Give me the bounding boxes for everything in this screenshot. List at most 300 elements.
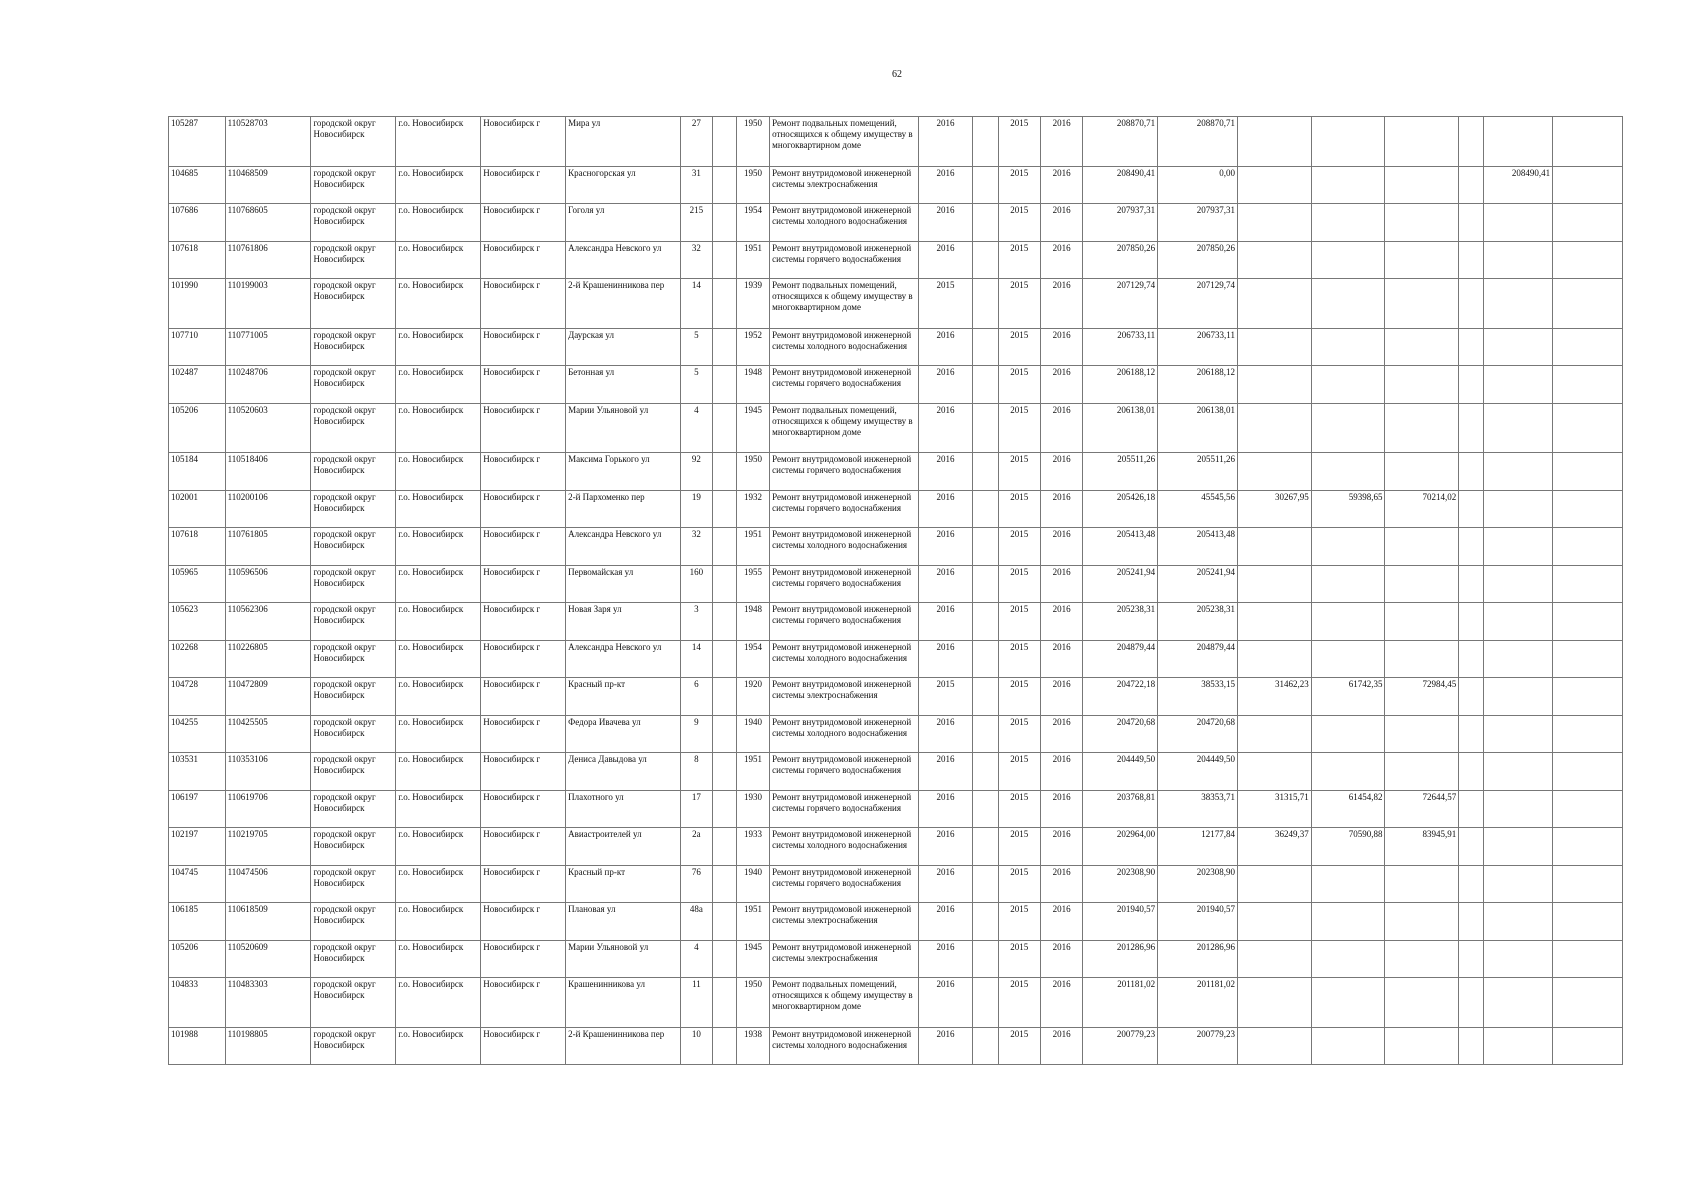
cell-other (1484, 978, 1553, 1028)
cell-empty (1553, 117, 1623, 167)
cell-go: г.о. Новосибирск (396, 753, 481, 791)
cell-go: г.о. Новосибирск (396, 865, 481, 903)
cell-share-2 (1311, 640, 1385, 678)
cell-end: 2016 (1040, 204, 1082, 242)
cell-fund: 205238,31 (1158, 603, 1238, 641)
cell-fund: 12177,84 (1158, 828, 1238, 866)
cell-year: 1952 (736, 328, 769, 366)
cell-share-1 (1237, 865, 1311, 903)
cell-year: 1920 (736, 678, 769, 716)
cell-go: г.о. Новосибирск (396, 828, 481, 866)
cell-start: 2015 (998, 940, 1040, 978)
cell-code: 110226805 (225, 640, 311, 678)
cell-empty (1553, 241, 1623, 279)
cell-okrug: городской округ Новосибирск (311, 279, 396, 329)
cell-work: Ремонт внутридомовой инженерной системы горячего водоснабжения (770, 366, 919, 404)
cell-empty (712, 241, 736, 279)
cell-code: 110771005 (225, 328, 311, 366)
cell-plan-year: 2015 (918, 678, 973, 716)
cell-total: 201940,57 (1083, 903, 1158, 941)
cell-empty (1459, 490, 1484, 528)
cell-total: 205241,94 (1083, 565, 1158, 603)
cell-share-3 (1385, 603, 1459, 641)
cell-other (1484, 940, 1553, 978)
cell-empty (1459, 565, 1484, 603)
cell-work: Ремонт внутридомовой инженерной системы холодного водоснабжения (770, 1027, 919, 1065)
cell-street: Дениса Давыдова ул (566, 753, 681, 791)
cell-total: 202964,00 (1083, 828, 1158, 866)
cell-plan-year: 2016 (918, 117, 973, 167)
cell-house: 32 (681, 528, 712, 566)
cell-street: Александра Невского ул (566, 640, 681, 678)
cell-house: 17 (681, 790, 712, 828)
cell-okrug: городской округ Новосибирск (311, 640, 396, 678)
cell-id: 104745 (169, 865, 226, 903)
cell-okrug: городской округ Новосибирск (311, 903, 396, 941)
cell-okrug: городской округ Новосибирск (311, 453, 396, 491)
cell-share-3 (1385, 753, 1459, 791)
cell-okrug: городской округ Новосибирск (311, 828, 396, 866)
cell-fund: 206188,12 (1158, 366, 1238, 404)
cell-street: Красный пр-кт (566, 678, 681, 716)
cell-house: 4 (681, 403, 712, 453)
cell-street: 2-й Пархоменко пер (566, 490, 681, 528)
cell-share-3: 83945,91 (1385, 828, 1459, 866)
cell-empty (1553, 366, 1623, 404)
cell-street: Бетонная ул (566, 366, 681, 404)
cell-share-2 (1311, 940, 1385, 978)
cell-city: Новосибирск г (481, 328, 566, 366)
cell-share-2: 59398,65 (1311, 490, 1385, 528)
cell-share-3: 70214,02 (1385, 490, 1459, 528)
cell-street: 2-й Крашенинникова пер (566, 1027, 681, 1065)
table-row (169, 528, 1623, 566)
cell-work: Ремонт внутридомовой инженерной системы горячего водоснабжения (770, 241, 919, 279)
cell-street: Марии Ульяновой ул (566, 940, 681, 978)
cell-empty (1553, 903, 1623, 941)
cell-other (1484, 753, 1553, 791)
table-row (169, 940, 1623, 978)
cell-go: г.о. Новосибирск (396, 715, 481, 753)
cell-empty (973, 453, 998, 491)
cell-fund: 206138,01 (1158, 403, 1238, 453)
cell-okrug: городской округ Новосибирск (311, 528, 396, 566)
cell-plan-year: 2016 (918, 453, 973, 491)
cell-empty (1459, 903, 1484, 941)
cell-share-3: 72644,57 (1385, 790, 1459, 828)
cell-year: 1940 (736, 715, 769, 753)
cell-share-1: 31315,71 (1237, 790, 1311, 828)
cell-share-1 (1237, 715, 1311, 753)
cell-city: Новосибирск г (481, 640, 566, 678)
cell-code: 110562306 (225, 603, 311, 641)
cell-share-1 (1237, 565, 1311, 603)
cell-work: Ремонт внутридомовой инженерной системы холодного водоснабжения (770, 328, 919, 366)
cell-share-3 (1385, 940, 1459, 978)
cell-empty (973, 490, 998, 528)
cell-id: 102001 (169, 490, 226, 528)
cell-end: 2016 (1040, 640, 1082, 678)
cell-year: 1948 (736, 366, 769, 404)
cell-year: 1954 (736, 204, 769, 242)
cell-work: Ремонт подвальных помещений, относящихся к общему имуществу в многоквартирном доме (770, 117, 919, 167)
cell-end: 2016 (1040, 865, 1082, 903)
cell-total: 202308,90 (1083, 865, 1158, 903)
cell-share-2 (1311, 753, 1385, 791)
cell-city: Новосибирск г (481, 241, 566, 279)
cell-share-2 (1311, 1027, 1385, 1065)
cell-id: 101988 (169, 1027, 226, 1065)
cell-end: 2016 (1040, 241, 1082, 279)
cell-id: 107710 (169, 328, 226, 366)
cell-total: 208870,71 (1083, 117, 1158, 167)
cell-share-2 (1311, 279, 1385, 329)
cell-other (1484, 865, 1553, 903)
cell-house: 32 (681, 241, 712, 279)
cell-plan-year: 2016 (918, 715, 973, 753)
cell-okrug: городской округ Новосибирск (311, 328, 396, 366)
cell-year: 1939 (736, 279, 769, 329)
cell-empty (1553, 715, 1623, 753)
cell-house: 5 (681, 366, 712, 404)
cell-share-3 (1385, 453, 1459, 491)
cell-share-3 (1385, 715, 1459, 753)
cell-other (1484, 603, 1553, 641)
cell-okrug: городской округ Новосибирск (311, 166, 396, 204)
cell-total: 203768,81 (1083, 790, 1158, 828)
table-row (169, 241, 1623, 279)
cell-share-1 (1237, 453, 1311, 491)
cell-code: 110618509 (225, 903, 311, 941)
cell-work: Ремонт внутридомовой инженерной системы электроснабжения (770, 166, 919, 204)
cell-house: 9 (681, 715, 712, 753)
cell-start: 2015 (998, 603, 1040, 641)
cell-end: 2016 (1040, 715, 1082, 753)
cell-share-2 (1311, 978, 1385, 1028)
cell-okrug: городской округ Новосибирск (311, 117, 396, 167)
cell-empty (1459, 715, 1484, 753)
cell-go: г.о. Новосибирск (396, 204, 481, 242)
cell-empty (1459, 678, 1484, 716)
cell-other (1484, 241, 1553, 279)
cell-other (1484, 528, 1553, 566)
cell-plan-year: 2016 (918, 828, 973, 866)
cell-share-2 (1311, 117, 1385, 167)
cell-empty (712, 790, 736, 828)
cell-total: 204720,68 (1083, 715, 1158, 753)
cell-empty (1459, 528, 1484, 566)
cell-street: Гоголя ул (566, 204, 681, 242)
cell-share-2 (1311, 204, 1385, 242)
cell-plan-year: 2016 (918, 366, 973, 404)
cell-end: 2016 (1040, 940, 1082, 978)
cell-empty (712, 403, 736, 453)
cell-id: 104255 (169, 715, 226, 753)
cell-code: 110761805 (225, 528, 311, 566)
cell-go: г.о. Новосибирск (396, 1027, 481, 1065)
cell-empty (1459, 1027, 1484, 1065)
cell-go: г.о. Новосибирск (396, 453, 481, 491)
cell-year: 1950 (736, 453, 769, 491)
cell-year: 1945 (736, 940, 769, 978)
cell-fund: 0,00 (1158, 166, 1238, 204)
cell-id: 105287 (169, 117, 226, 167)
cell-work: Ремонт внутридомовой инженерной системы горячего водоснабжения (770, 490, 919, 528)
cell-empty (712, 366, 736, 404)
cell-share-1: 36249,37 (1237, 828, 1311, 866)
cell-work: Ремонт внутридомовой инженерной системы горячего водоснабжения (770, 753, 919, 791)
cell-other (1484, 204, 1553, 242)
cell-share-2: 61454,82 (1311, 790, 1385, 828)
table-row (169, 117, 1623, 167)
cell-go: г.о. Новосибирск (396, 903, 481, 941)
cell-share-1 (1237, 978, 1311, 1028)
cell-share-1 (1237, 640, 1311, 678)
cell-empty (712, 117, 736, 167)
cell-other (1484, 715, 1553, 753)
table-row (169, 603, 1623, 641)
cell-share-1 (1237, 166, 1311, 204)
cell-city: Новосибирск г (481, 403, 566, 453)
cell-house: 4 (681, 940, 712, 978)
cell-go: г.о. Новосибирск (396, 241, 481, 279)
cell-empty (712, 328, 736, 366)
cell-share-2 (1311, 715, 1385, 753)
cell-city: Новосибирск г (481, 865, 566, 903)
cell-house: 27 (681, 117, 712, 167)
cell-work: Ремонт внутридомовой инженерной системы горячего водоснабжения (770, 565, 919, 603)
cell-total: 204879,44 (1083, 640, 1158, 678)
cell-work: Ремонт подвальных помещений, относящихся к общему имуществу в многоквартирном доме (770, 978, 919, 1028)
cell-plan-year: 2016 (918, 603, 973, 641)
cell-share-3 (1385, 166, 1459, 204)
cell-empty (1459, 204, 1484, 242)
cell-total: 200779,23 (1083, 1027, 1158, 1065)
table-row (169, 865, 1623, 903)
table-row (169, 279, 1623, 329)
cell-year: 1932 (736, 490, 769, 528)
cell-street: Первомайская ул (566, 565, 681, 603)
cell-okrug: городской округ Новосибирск (311, 403, 396, 453)
cell-start: 2015 (998, 490, 1040, 528)
cell-start: 2015 (998, 403, 1040, 453)
cell-share-2 (1311, 366, 1385, 404)
table-row (169, 1027, 1623, 1065)
cell-go: г.о. Новосибирск (396, 166, 481, 204)
cell-empty (712, 828, 736, 866)
cell-id: 105184 (169, 453, 226, 491)
cell-other (1484, 328, 1553, 366)
cell-empty (973, 753, 998, 791)
cell-share-3 (1385, 241, 1459, 279)
cell-start: 2015 (998, 279, 1040, 329)
cell-year: 1948 (736, 603, 769, 641)
cell-empty (1553, 828, 1623, 866)
cell-okrug: городской округ Новосибирск (311, 865, 396, 903)
cell-share-3 (1385, 328, 1459, 366)
table-row (169, 565, 1623, 603)
cell-house: 48а (681, 903, 712, 941)
cell-id: 107686 (169, 204, 226, 242)
cell-fund: 208870,71 (1158, 117, 1238, 167)
cell-empty (1459, 753, 1484, 791)
cell-empty (973, 528, 998, 566)
cell-fund: 201286,96 (1158, 940, 1238, 978)
cell-share-3 (1385, 1027, 1459, 1065)
table-row (169, 490, 1623, 528)
cell-empty (973, 241, 998, 279)
cell-work: Ремонт внутридомовой инженерной системы электроснабжения (770, 678, 919, 716)
cell-end: 2016 (1040, 166, 1082, 204)
cell-share-2: 70590,88 (1311, 828, 1385, 866)
cell-work: Ремонт внутридомовой инженерной системы холодного водоснабжения (770, 640, 919, 678)
cell-house: 76 (681, 865, 712, 903)
cell-house: 6 (681, 678, 712, 716)
cell-city: Новосибирск г (481, 715, 566, 753)
cell-empty (1553, 753, 1623, 791)
cell-empty (1459, 453, 1484, 491)
cell-other: 208490,41 (1484, 166, 1553, 204)
table-row (169, 715, 1623, 753)
cell-total: 205238,31 (1083, 603, 1158, 641)
cell-other (1484, 640, 1553, 678)
cell-work: Ремонт внутридомовой инженерной системы электроснабжения (770, 903, 919, 941)
cell-empty (712, 1027, 736, 1065)
cell-start: 2015 (998, 753, 1040, 791)
cell-street: Красный пр-кт (566, 865, 681, 903)
cell-plan-year: 2016 (918, 528, 973, 566)
cell-fund: 204449,50 (1158, 753, 1238, 791)
table-row (169, 366, 1623, 404)
cell-okrug: городской округ Новосибирск (311, 678, 396, 716)
cell-empty (973, 640, 998, 678)
cell-work: Ремонт внутридомовой инженерной системы электроснабжения (770, 940, 919, 978)
cell-go: г.о. Новосибирск (396, 565, 481, 603)
cell-empty (1459, 403, 1484, 453)
cell-empty (1459, 603, 1484, 641)
cell-end: 2016 (1040, 828, 1082, 866)
cell-empty (712, 528, 736, 566)
cell-end: 2016 (1040, 366, 1082, 404)
cell-id: 101990 (169, 279, 226, 329)
cell-city: Новосибирск г (481, 565, 566, 603)
cell-share-3 (1385, 865, 1459, 903)
cell-okrug: городской округ Новосибирск (311, 565, 396, 603)
cell-okrug: городской округ Новосибирск (311, 490, 396, 528)
cell-fund: 204720,68 (1158, 715, 1238, 753)
cell-empty (1553, 403, 1623, 453)
cell-year: 1951 (736, 903, 769, 941)
cell-code: 110619706 (225, 790, 311, 828)
cell-okrug: городской округ Новосибирск (311, 790, 396, 828)
cell-start: 2015 (998, 528, 1040, 566)
cell-plan-year: 2016 (918, 865, 973, 903)
cell-empty (1553, 490, 1623, 528)
cell-house: 215 (681, 204, 712, 242)
cell-city: Новосибирск г (481, 453, 566, 491)
cell-okrug: городской округ Новосибирск (311, 753, 396, 791)
cell-code: 110353106 (225, 753, 311, 791)
cell-house: 31 (681, 166, 712, 204)
cell-end: 2016 (1040, 279, 1082, 329)
cell-code: 110474506 (225, 865, 311, 903)
cell-share-1 (1237, 1027, 1311, 1065)
cell-empty (1553, 453, 1623, 491)
cell-empty (973, 715, 998, 753)
cell-code: 110219705 (225, 828, 311, 866)
cell-city: Новосибирск г (481, 490, 566, 528)
cell-total: 206188,12 (1083, 366, 1158, 404)
cell-empty (1459, 828, 1484, 866)
cell-street: Мира ул (566, 117, 681, 167)
cell-share-1 (1237, 117, 1311, 167)
cell-share-2 (1311, 528, 1385, 566)
cell-empty (712, 678, 736, 716)
cell-city: Новосибирск г (481, 603, 566, 641)
cell-end: 2016 (1040, 678, 1082, 716)
cell-code: 110596506 (225, 565, 311, 603)
cell-work: Ремонт внутридомовой инженерной системы холодного водоснабжения (770, 204, 919, 242)
cell-plan-year: 2016 (918, 753, 973, 791)
cell-street: Плановая ул (566, 903, 681, 941)
cell-total: 207937,31 (1083, 204, 1158, 242)
cell-start: 2015 (998, 978, 1040, 1028)
cell-empty (712, 715, 736, 753)
cell-empty (712, 903, 736, 941)
cell-city: Новосибирск г (481, 166, 566, 204)
cell-start: 2015 (998, 828, 1040, 866)
cell-year: 1945 (736, 403, 769, 453)
cell-other (1484, 1027, 1553, 1065)
page-number: 62 (892, 69, 902, 80)
cell-other (1484, 678, 1553, 716)
cell-end: 2016 (1040, 790, 1082, 828)
table-row (169, 328, 1623, 366)
cell-total: 206733,11 (1083, 328, 1158, 366)
cell-start: 2015 (998, 453, 1040, 491)
cell-city: Новосибирск г (481, 204, 566, 242)
cell-total: 208490,41 (1083, 166, 1158, 204)
cell-other (1484, 903, 1553, 941)
table-row (169, 753, 1623, 791)
cell-code: 110520609 (225, 940, 311, 978)
cell-share-1 (1237, 366, 1311, 404)
cell-total: 201181,02 (1083, 978, 1158, 1028)
cell-start: 2015 (998, 678, 1040, 716)
cell-other (1484, 279, 1553, 329)
cell-empty (1459, 279, 1484, 329)
cell-go: г.о. Новосибирск (396, 490, 481, 528)
cell-share-1 (1237, 328, 1311, 366)
cell-year: 1951 (736, 528, 769, 566)
cell-share-1: 31462,23 (1237, 678, 1311, 716)
cell-empty (1553, 940, 1623, 978)
cell-house: 5 (681, 328, 712, 366)
table-row (169, 166, 1623, 204)
cell-house: 10 (681, 1027, 712, 1065)
cell-start: 2015 (998, 166, 1040, 204)
cell-plan-year: 2016 (918, 978, 973, 1028)
cell-house: 3 (681, 603, 712, 641)
cell-start: 2015 (998, 565, 1040, 603)
cell-end: 2016 (1040, 403, 1082, 453)
cell-code: 110483303 (225, 978, 311, 1028)
cell-empty (712, 490, 736, 528)
cell-go: г.о. Новосибирск (396, 366, 481, 404)
cell-id: 107618 (169, 528, 226, 566)
cell-empty (973, 403, 998, 453)
cell-share-3 (1385, 978, 1459, 1028)
